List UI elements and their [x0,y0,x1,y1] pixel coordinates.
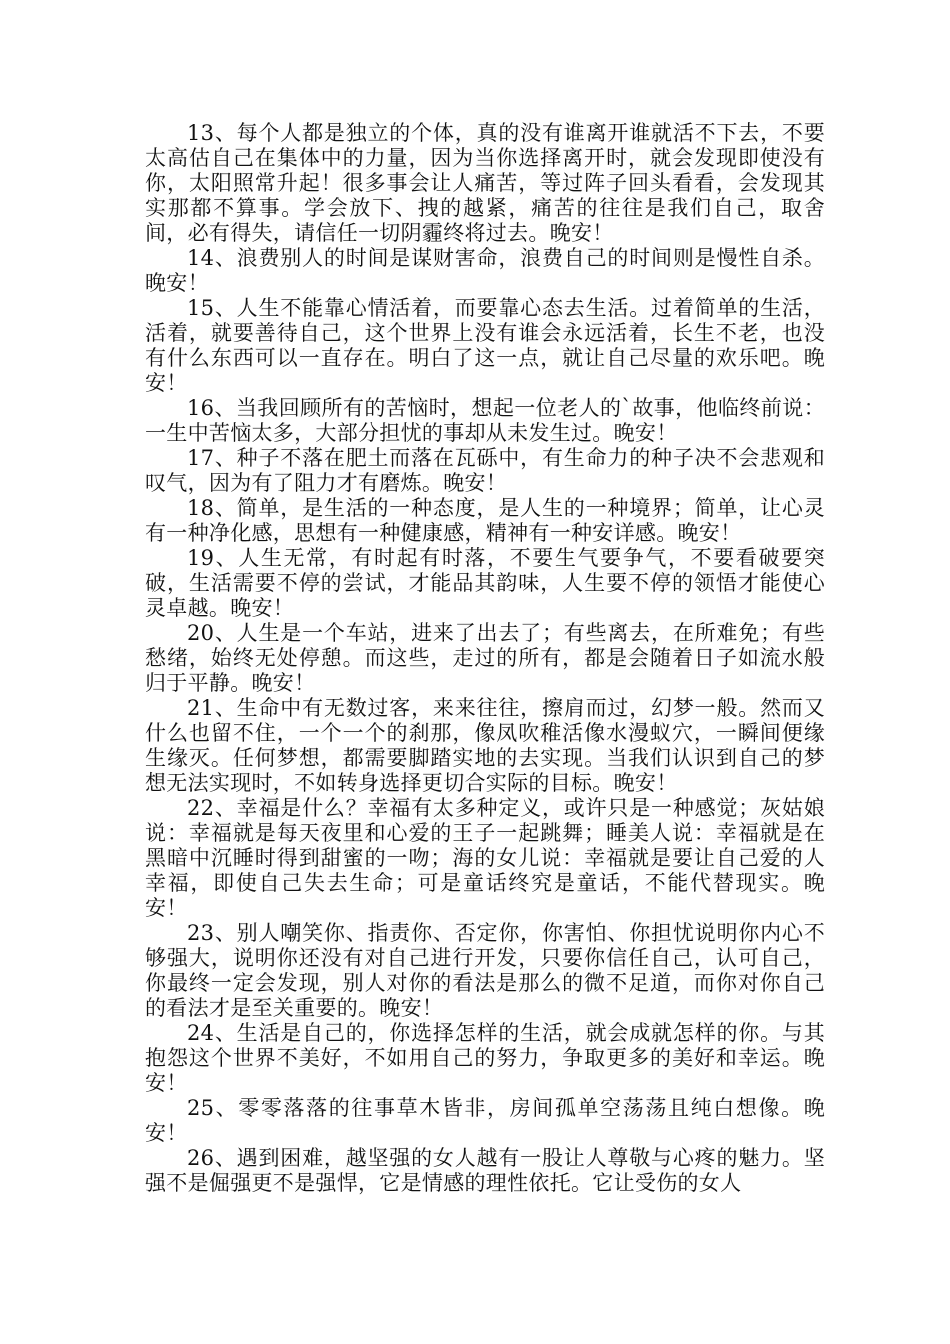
paragraph-22: 22、幸福是什么？幸福有太多种定义，或许只是一种感觉；灰姑娘说：幸福就是每天夜里和心爱的王子一起跳舞；睡美人说：幸福就是在黑暗中沉睡时得到甜蜜的一吻；海的女儿说：幸福就是要让自己爱的人幸福，即使自己失去生命；可是童话终究是童话，不能代替现实。晚安！ [145,796,825,920]
paragraph-23: 23、别人嘲笑你、指责你、否定你，你害怕、你担忧说明你内心不够强大，说明你还没有对自己进行开发，只要你信任自己，认可自己，你最终一定会发现，别人对你的看法是那么的微不足道，而你对你自己的看法才是至关重要的。晚安！ [145,921,825,1020]
paragraph-17: 17、种子不落在肥土而落在瓦砾中，有生命力的种子决不会悲观和叹气，因为有了阻力才有磨炼。晚安！ [145,446,825,495]
document-body [145,121,825,1196]
paragraph-14: 14、浪费别人的时间是谋财害命，浪费自己的时间则是慢性自杀。晚安！ [145,246,825,295]
paragraph-20: 20、人生是一个车站，进来了出去了；有些离去，在所难免；有些愁绪，始终无处停憩。而这些，走过的所有，都是会随着日子如流水般归于平静。晚安！ [145,621,825,695]
paragraph-24: 24、生活是自己的，你选择怎样的生活，就会成就怎样的你。与其抱怨这个世界不美好，不如用自己的努力，争取更多的美好和幸运。晚安！ [145,1021,825,1095]
paragraph-16: 16、当我回顾所有的苦恼时，想起一位老人的`故事，他临终前说：一生中苦恼太多，大部分担忧的事却从未发生过。晚安！ [145,396,825,445]
paragraph-25: 25、零零落落的往事草木皆非，房间孤单空荡荡且纯白想像。晚安！ [145,1096,825,1145]
paragraph-18: 18、简单，是生活的一种态度，是人生的一种境界；简单，让心灵有一种净化感，思想有一种健康感，精神有一种安详感。晚安！ [145,496,825,545]
paragraph-21: 21、生命中有无数过客，来来往往，擦肩而过，幻梦一般。然而又什么也留不住，一个一个的刹那，像凤吹稚活像水漫蚁穴，一瞬间便缘生缘灭。任何梦想，都需要脚踏实地的去实现。当我们认识到自己的梦想无法实现时，不如转身选择更切合实际的目标。晚安！ [145,696,825,795]
paragraph-15: 15、人生不能靠心情活着，而要靠心态去生活。过着简单的生活，活着，就要善待自己，这个世界上没有谁会永远活着，长生不老，也没有什么东西可以一直存在。明白了这一点，就让自己尽量的欢乐吧。晚安！ [145,296,825,395]
paragraph-26: 26、遇到困难，越坚强的女人越有一股让人尊敬与心疼的魅力。坚强不是倔强更不是强悍，它是情感的理性依托。它让受伤的女人 [145,1146,825,1195]
paragraph-19: 19、人生无常，有时起有时落，不要生气要争气，不要看破要突破，生活需要不停的尝试，才能品其韵味，人生要不停的领悟才能使心灵卓越。晚安！ [145,546,825,620]
paragraph-13: 13、每个人都是独立的个体，真的没有谁离开谁就活不下去，不要太高估自己在集体中的力量，因为当你选择离开时，就会发现即使没有你，太阳照常升起！很多事会让人痛苦，等过阵子回头看看，会发现其实那都不算事。学会放下、拽的越紧，痛苦的往往是我们自己，取舍间，必有得失，请信任一切阴霾终将过去。晚安！ [145,121,825,245]
